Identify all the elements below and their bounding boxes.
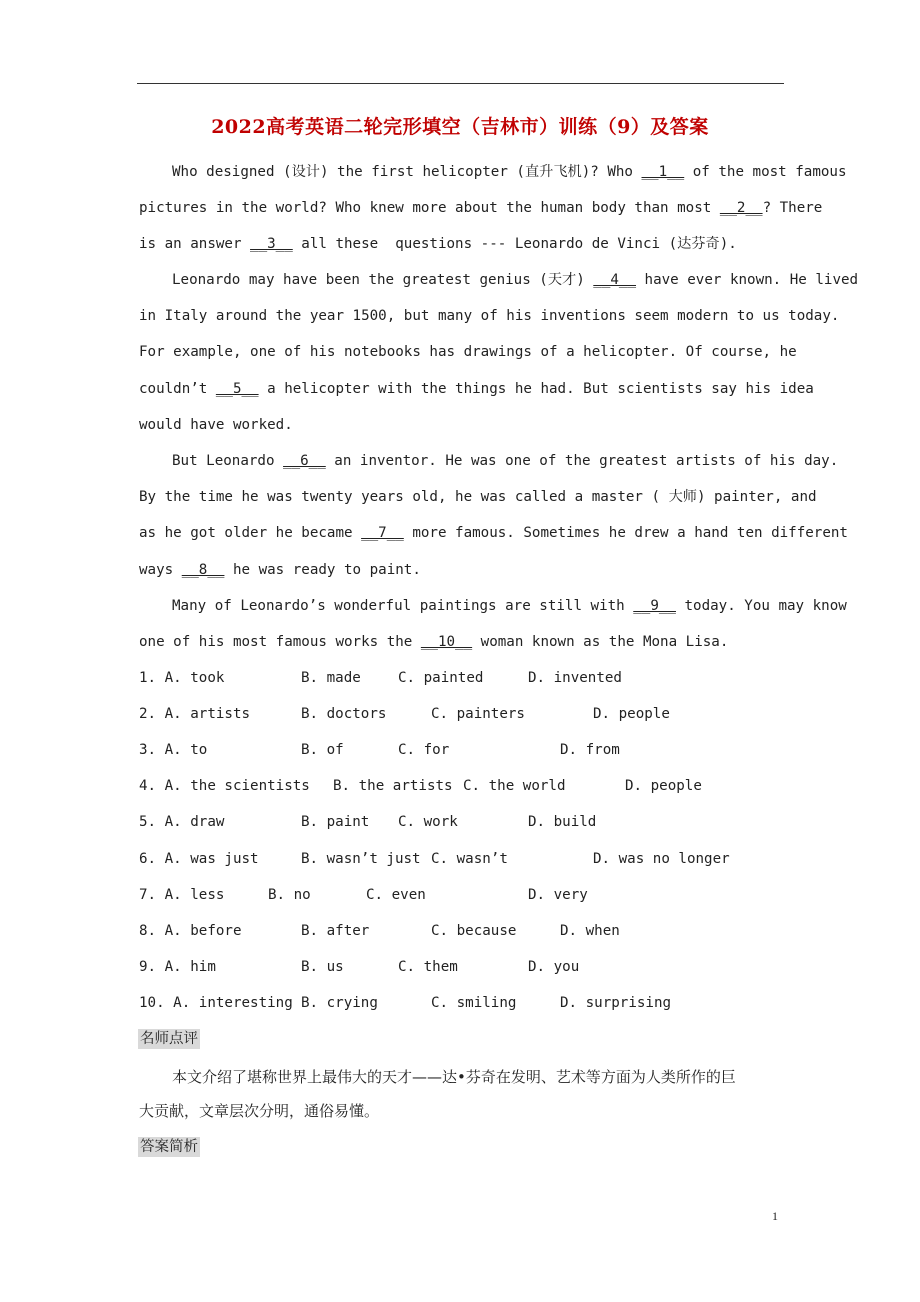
- option-a: 6. A. was just: [139, 851, 259, 867]
- option-b: B. wasn’t just: [301, 851, 421, 867]
- option-a: 8. A. before: [139, 923, 242, 939]
- option-a: 4. A. the scientists: [139, 778, 310, 794]
- text: couldn’t: [139, 381, 216, 397]
- option-b: B. crying: [301, 995, 378, 1011]
- option-b: B. no: [268, 887, 311, 903]
- text: ways: [139, 562, 182, 578]
- option-c: C. smiling: [431, 995, 517, 1011]
- passage-line: [139, 632, 728, 652]
- text: is an answer: [139, 236, 251, 252]
- option-b: B. of: [301, 742, 344, 758]
- passage-line: [139, 523, 848, 543]
- option-d: D. invented: [528, 670, 622, 686]
- text: have ever known. He lived: [636, 272, 859, 288]
- passage-line: [172, 270, 858, 290]
- option-a: 2. A. artists: [139, 706, 251, 722]
- passage-line: [172, 451, 838, 471]
- option-d: D. from: [560, 742, 620, 758]
- option-b: B. doctors: [301, 706, 387, 722]
- option-a: 1. A. took: [139, 670, 225, 686]
- blank-6: __6__: [283, 453, 326, 469]
- blank-10: __10__: [420, 634, 473, 650]
- option-b: B. made: [301, 670, 361, 686]
- passage-line: [139, 560, 421, 580]
- option-a: 5. A. draw: [139, 814, 225, 830]
- teacher-comment-line: 大贡献，文章层次分明，通俗易懂。: [139, 1102, 380, 1120]
- blank-9: __9__: [633, 598, 676, 614]
- option-c: C. work: [398, 814, 458, 830]
- blank-7: __7__: [361, 525, 404, 541]
- option-a: 3. A. to: [139, 742, 208, 758]
- option-d: D. when: [560, 923, 620, 939]
- option-d: D. people: [593, 706, 670, 722]
- passage-line: [172, 162, 847, 182]
- option-c: C. them: [398, 959, 458, 975]
- text: woman known as the Mona Lisa.: [472, 634, 729, 650]
- option-a: 10. A. interesting: [139, 995, 293, 1011]
- text: Many of Leonardo’s wonderful paintings are still with: [172, 598, 634, 614]
- option-d: D. was no longer: [593, 851, 730, 867]
- header-rule: [137, 83, 784, 84]
- text: today. You may know: [675, 598, 847, 614]
- text: ? There: [762, 200, 823, 216]
- answer-analysis-label: 答案简析: [140, 1139, 198, 1155]
- text: Who designed (设计) the first helicopter (直升飞机)? Who: [172, 164, 642, 180]
- option-b: B. after: [301, 923, 370, 939]
- option-c: C. for: [398, 742, 450, 758]
- text: of the most famous: [684, 164, 847, 180]
- passage-line: [139, 198, 822, 218]
- option-c: C. because: [431, 923, 517, 939]
- option-c: C. wasn’t: [431, 851, 508, 867]
- option-b: B. the artists: [333, 778, 453, 794]
- option-d: D. surprising: [560, 995, 672, 1011]
- option-d: D. build: [528, 814, 597, 830]
- passage-line: By the time he was twenty years old, he was called a master ( 大师) painter, and: [139, 489, 817, 505]
- option-c: C. painted: [398, 670, 484, 686]
- option-b: B. us: [301, 959, 344, 975]
- blank-4: __4__: [593, 272, 637, 288]
- option-d: D. very: [528, 887, 588, 903]
- teacher-comment-label: 名师点评: [140, 1031, 198, 1047]
- text: one of his most famous works the: [139, 634, 421, 650]
- passage-line: would have worked.: [139, 417, 293, 433]
- option-c: C. the world: [463, 778, 566, 794]
- passage-line: in Italy around the year 1500, but many of his inventions seem modern to us today.: [139, 308, 840, 324]
- text: as he got older he became: [139, 525, 362, 541]
- text: pictures in the world? Who knew more about the human body than most: [139, 200, 720, 216]
- option-a: 9. A. him: [139, 959, 216, 975]
- option-d: D. people: [625, 778, 702, 794]
- blank-5: __5__: [215, 381, 259, 397]
- teacher-comment-line: 本文介绍了堪称世界上最伟大的天才——达•芬奇在发明、艺术等方面为人类所作的巨: [172, 1068, 736, 1086]
- option-c: C. even: [366, 887, 426, 903]
- passage-line: [139, 379, 814, 399]
- option-b: B. paint: [301, 814, 370, 830]
- text: all these questions --- Leonardo de Vinci (达芬奇).: [292, 236, 737, 252]
- text: an inventor. He was one of the greatest artists of his day.: [325, 453, 839, 469]
- option-d: D. you: [528, 959, 580, 975]
- option-c: C. painters: [431, 706, 525, 722]
- blank-1: __1__: [641, 164, 685, 180]
- text: he was ready to paint.: [224, 562, 421, 578]
- page-number: 1: [772, 1209, 778, 1223]
- text: a helicopter with the things he had. But scientists say his idea: [258, 381, 814, 397]
- passage-line: [139, 234, 737, 254]
- option-a: 7. A. less: [139, 887, 225, 903]
- document-title: 2022高考英语二轮完形填空（吉林市）训练（9）及答案: [211, 116, 709, 138]
- text: But Leonardo: [172, 453, 284, 469]
- blank-3: __3__: [250, 236, 293, 252]
- blank-8: __8__: [181, 562, 225, 578]
- passage-line: For example, one of his notebooks has drawings of a helicopter. Of course, he: [139, 344, 797, 360]
- text: Leonardo may have been the greatest genius (天才): [172, 272, 594, 288]
- blank-2: __2__: [719, 200, 763, 216]
- passage-line: [172, 596, 847, 616]
- text: more famous. Sometimes he drew a hand ten different: [403, 525, 848, 541]
